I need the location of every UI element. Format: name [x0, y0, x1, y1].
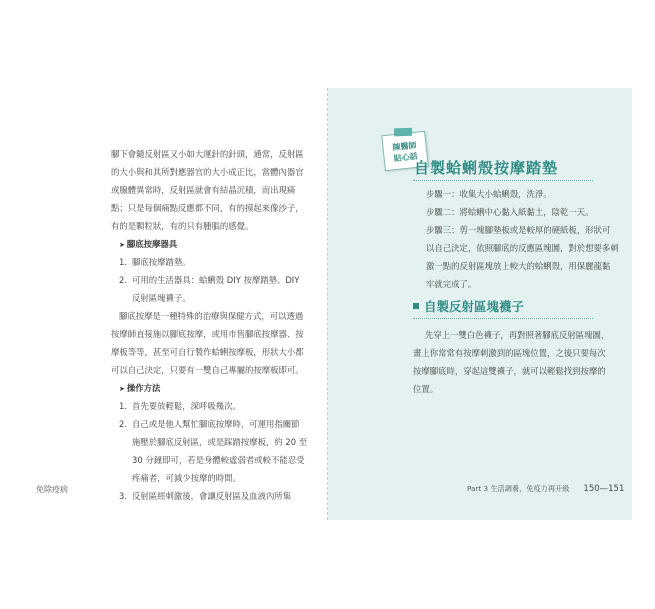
title-divider: [413, 180, 593, 181]
arrow-icon: ➤: [119, 385, 125, 393]
page-numbers: 150—151: [583, 484, 625, 494]
text-line: 按摩腳底時，穿起這雙襪子，就可以輕鬆找到按摩的: [413, 366, 606, 376]
left-page-footer: 免除疫病: [36, 485, 68, 494]
step-line: 步驟三：剪一塊腳墊板或是較厚的硬紙板，形狀可: [426, 225, 611, 235]
sock-paragraph: [413, 326, 609, 398]
text-line: 的大小與和其所對應器官的大小成正比，當體內器官: [111, 167, 304, 177]
text-line: 畫上你常常有按摩刺激到的區塊位置，之後只要每次: [413, 348, 606, 358]
footer-part-label: Part 3 生活調養，免疫力再升級: [467, 484, 570, 493]
badge-line: 貼心話: [393, 151, 419, 164]
step-continuation: 激一點的反射區塊放上較大的蛤蜊殼，用保麗龍黏: [426, 261, 611, 271]
subtitle-divider: [413, 318, 593, 319]
right-page-footer: [467, 484, 624, 494]
step-line: 步驟一：收集大小蛤蜊殼，洗淨。: [426, 189, 552, 199]
list-item-continuation: 施壓於腳底反射區，或是踩踏按摩板，約 20 至: [132, 437, 308, 447]
section-title: 自製蛤蜊殼按摩踏墊: [414, 159, 559, 177]
list-item: 1. 首先要放輕鬆，深呼吸幾次。: [119, 401, 241, 411]
section-heading-method: ➤ 操作方法: [119, 383, 161, 393]
arrow-icon: ➤: [119, 241, 125, 249]
text-line: 摩板等等，甚至可自行製作蛤蜊按摩板，形狀大小都: [111, 347, 304, 357]
step-line: 步驟二：將蛤蜊中心黏入紙黏土，陰乾一天。: [426, 207, 594, 217]
left-page-text: [111, 145, 316, 505]
text-line: 可以自己決定，只要有一雙自己專屬的按摩板即可。: [111, 365, 304, 375]
text-line: 位置。: [413, 384, 439, 394]
list-item: 3. 反射區經刺激後，會讓反射區及血液內所集: [119, 491, 292, 501]
text-line: 或腺體異常時，反射區就會有結晶沉積，而出現痛: [111, 185, 296, 195]
text-line: 腳下會隨反射區又小如大運針的針頭，通常，反射區: [111, 149, 304, 159]
square-bullet-icon: [413, 303, 419, 309]
steps-list: [426, 185, 619, 293]
step-continuation: 牢就完成了。: [426, 279, 477, 289]
step-continuation: 以自己決定，依照腳底的反應區塊圖，對於想要多刺: [426, 243, 619, 253]
tape-icon: [394, 128, 412, 137]
list-item: 2. 可用的生活器具：蛤蜊殼 DIY 按摩踏墊、DIY: [119, 275, 300, 285]
list-item: 1. 腳底按摩踏墊。: [119, 257, 191, 267]
text-line: 有的是顆粒狀，有的只有腫脹的感覺。: [111, 221, 254, 231]
list-item-continuation: 疼痛者，可減少按摩的時間。: [132, 473, 241, 483]
badge-line: 陳醫師: [392, 140, 417, 153]
list-item-continuation: 30 分鐘即可，若是身體較虛弱者或較不能忍受: [132, 455, 305, 465]
text-line: 先穿上一雙白色襪子，再對照著腳底反射區塊圖，: [425, 330, 610, 340]
section-heading-tools: ➤ 腳底按摩器具: [119, 239, 178, 249]
text-line: 點；只是每個痛點反應都不同，有的摸起來像沙子，: [111, 203, 304, 213]
text-line: 按摩師直接施以腳底按摩，或用市售腳底按摩器、按: [111, 329, 304, 339]
subsection-title: 自製反射區塊襪子: [413, 297, 524, 315]
list-item-continuation: 反射區塊襪子。: [132, 293, 191, 303]
text-line: 腳底按摩是一種特殊的治療與保健方式，可以透過: [119, 311, 304, 321]
list-item: 2. 自己或是他人幫忙腳底按摩時，可運用指關節: [119, 419, 300, 429]
